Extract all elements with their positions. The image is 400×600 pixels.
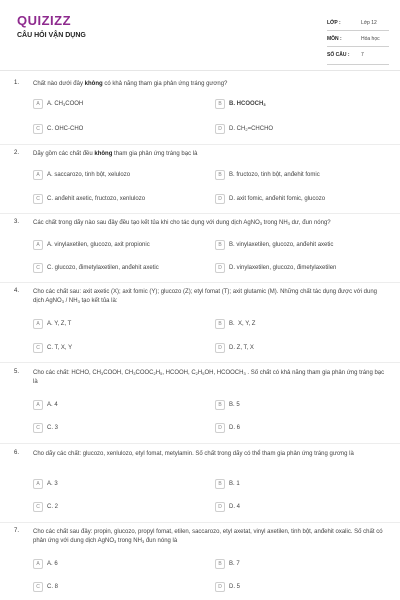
option-text: C. anđehit axetic, fructozo, xenlulozo <box>47 196 146 202</box>
question-number: 2. <box>14 150 20 156</box>
answer-option-b[interactable] <box>215 239 377 251</box>
option-text: C. OHC-CHO <box>47 126 84 132</box>
divider <box>0 144 400 145</box>
question-text: Cho các chất: HCHO, $CH_3COOH$, $CH_3COOC_2H_5$, HCOOH, $C_2H_5OH$, $HCOOCH_3$ . Số chất có khả năng tham gia phản ứng tráng bạc là <box>33 370 385 385</box>
answer-option-a[interactable] <box>33 558 195 570</box>
option-letter-badge: A <box>33 240 43 250</box>
meta-row-count <box>327 47 389 63</box>
question-text: Cho dãy các chất: glucozo, xenlulozo, etyl fomat, metylamin. Số chất trong dãy có thể tham gia phản ứng tráng gương là <box>33 451 354 457</box>
option-text: D. axit fomic, anđehit fomic, glucozo <box>229 196 326 202</box>
option-text: C. 2 <box>47 504 59 510</box>
answer-option-b[interactable] <box>215 98 377 110</box>
option-letter-badge: C <box>33 502 43 512</box>
option-letter-badge: D <box>215 194 225 204</box>
option-letter-badge: C <box>33 582 43 592</box>
answer-option-a[interactable] <box>33 169 195 181</box>
option-text: D. Z, T, X <box>229 345 254 351</box>
answer-option-d[interactable] <box>215 262 377 274</box>
option-text: A. 6 <box>47 561 58 567</box>
answer-option-d[interactable] <box>215 193 377 205</box>
option-text: C. 8 <box>47 584 59 590</box>
divider <box>327 64 389 65</box>
answer-option-c[interactable] <box>33 422 195 434</box>
option-letter-badge: C <box>33 343 43 353</box>
option-text: C. 3 <box>47 425 59 431</box>
option-text: B. 1 <box>229 481 240 487</box>
option-text: D. 4 <box>229 504 241 510</box>
meta-panel <box>327 15 389 63</box>
option-letter-badge: A <box>33 479 43 489</box>
option-letter-badge: C <box>33 423 43 433</box>
option-letter-badge: D <box>215 502 225 512</box>
option-text: B. fructozo, tinh bột, anđehit fomic <box>229 172 320 178</box>
meta-key: LỚP : <box>327 19 341 26</box>
answer-option-b[interactable] <box>215 558 377 570</box>
option-letter-badge: B <box>215 240 225 250</box>
answer-option-d[interactable] <box>215 581 377 593</box>
option-text: C. glucozo, đimetylaxetilen, anđehit axetic <box>47 265 159 271</box>
answer-option-b[interactable] <box>215 399 377 411</box>
option-letter-badge: D <box>215 423 225 433</box>
option-text: A. vinylaxetilen, glucozo, axit propionic <box>47 242 150 248</box>
option-text: C. T, X, Y <box>47 345 73 351</box>
divider <box>0 213 400 214</box>
option-letter-badge: D <box>215 263 225 273</box>
option-letter-badge: C <box>33 263 43 273</box>
page-title: CÂU HỎI VẬN DỤNG <box>17 32 86 39</box>
answer-option-a[interactable] <box>33 478 195 490</box>
divider <box>0 362 400 363</box>
question-number: 1. <box>14 80 20 86</box>
answer-option-a[interactable] <box>33 399 195 411</box>
option-text: A. $CH_3COOH$ <box>47 101 84 107</box>
option-text: D. 5 <box>229 584 241 590</box>
question-text: Dãy gồm các chất đều không tham gia phản ứng tráng bạc là <box>33 151 198 157</box>
option-text: D. 6 <box>229 425 241 431</box>
answer-option-b[interactable] <box>215 169 377 181</box>
option-letter-badge: B <box>215 479 225 489</box>
divider <box>0 70 400 71</box>
answer-option-b[interactable] <box>215 318 377 330</box>
answer-option-d[interactable] <box>215 123 377 135</box>
answer-option-a[interactable] <box>33 98 195 110</box>
quizizz-logo: QUIZIZZ <box>17 13 72 28</box>
option-letter-badge: B <box>215 99 225 109</box>
answer-option-d[interactable] <box>215 501 377 513</box>
option-text: A. 3 <box>47 481 58 487</box>
meta-key: SỐ CÂU : <box>327 52 350 58</box>
option-letter-badge: D <box>215 343 225 353</box>
option-letter-badge: B <box>215 319 225 329</box>
answer-option-c[interactable] <box>33 123 195 135</box>
option-letter-badge: A <box>33 559 43 569</box>
option-letter-badge: D <box>215 124 225 134</box>
option-letter-badge: D <box>215 582 225 592</box>
answer-option-c[interactable] <box>33 581 195 593</box>
divider <box>0 443 400 444</box>
answer-option-c[interactable] <box>33 262 195 274</box>
divider <box>0 282 400 283</box>
meta-value: Lớp 12 <box>361 19 377 26</box>
option-letter-badge: A <box>33 99 43 109</box>
answer-option-d[interactable] <box>215 422 377 434</box>
option-text: B. vinylaxetilen, glucozo, anđehit axetic <box>229 242 334 248</box>
question-number: 7. <box>14 528 20 534</box>
option-text: D. vinylaxetilen, glucozo, đimetylaxetilen <box>229 265 337 271</box>
meta-key: MÔN : <box>327 35 342 42</box>
option-text: B. 5 <box>229 402 240 408</box>
option-letter-badge: B <box>215 170 225 180</box>
option-text: B. X, Y, Z <box>229 321 256 327</box>
option-text: B. 7 <box>229 561 240 567</box>
option-text: A. 4 <box>47 402 58 408</box>
meta-row-subject <box>327 31 389 47</box>
meta-row-grade <box>327 15 389 31</box>
question-text: Cho các chất sau đây: propin, glucozo, propyl fomat, etilen, saccarozo, etyl axetat, vinyl axetilen, tinh bột, anđehit oxalic. Số chất có phản ứng với dung dịch AgNO$_3$ trong $NH_3$ đun nóng là <box>33 529 383 544</box>
answer-option-c[interactable] <box>33 193 195 205</box>
option-text: A. saccarozo, tinh bột, xelulozo <box>47 172 131 178</box>
question-text: Cho các chất sau: axit axetic (X); axit fomic (Y); glucozo (Z); etyl fomat (T); axit glutamic (M). Những chất tác dụng được với dung dịch AgNO$_3$ / $NH_3$ tạo kết tủa là: <box>33 289 378 304</box>
answer-option-c[interactable] <box>33 342 195 354</box>
option-letter-badge: A <box>33 170 43 180</box>
question-number: 6. <box>14 450 20 456</box>
option-text: A. Y, Z, T <box>47 321 72 327</box>
meta-value: 7 <box>361 52 364 58</box>
answer-option-a[interactable] <box>33 318 195 330</box>
option-letter-badge: B <box>215 559 225 569</box>
page-header <box>0 0 400 70</box>
option-text: B. $HCOOCH_3$ <box>229 101 266 107</box>
question-text: Chất nào dưới đây không có khả năng tham gia phản ứng tráng gương? <box>33 81 228 87</box>
answer-option-d[interactable] <box>215 342 377 354</box>
option-letter-badge: C <box>33 194 43 204</box>
divider <box>0 522 400 523</box>
option-letter-badge: A <box>33 400 43 410</box>
question-number: 5. <box>14 369 20 375</box>
answer-option-c[interactable] <box>33 501 195 513</box>
meta-value: Hóa học <box>361 35 380 42</box>
question-text: Các chất trong dãy nào sau đây đều tạo kết tủa khi cho tác dụng với dung dịch AgNO$_3$ trong $NH_3$ dư, đun nóng? <box>33 220 331 226</box>
option-letter-badge: B <box>215 400 225 410</box>
answer-option-a[interactable] <box>33 239 195 251</box>
option-letter-badge: A <box>33 319 43 329</box>
option-letter-badge: C <box>33 124 43 134</box>
answer-option-b[interactable] <box>215 478 377 490</box>
question-number: 4. <box>14 288 20 294</box>
option-text: D. $CH_2=CHCHO$ <box>229 126 274 132</box>
question-number: 3. <box>14 219 20 225</box>
